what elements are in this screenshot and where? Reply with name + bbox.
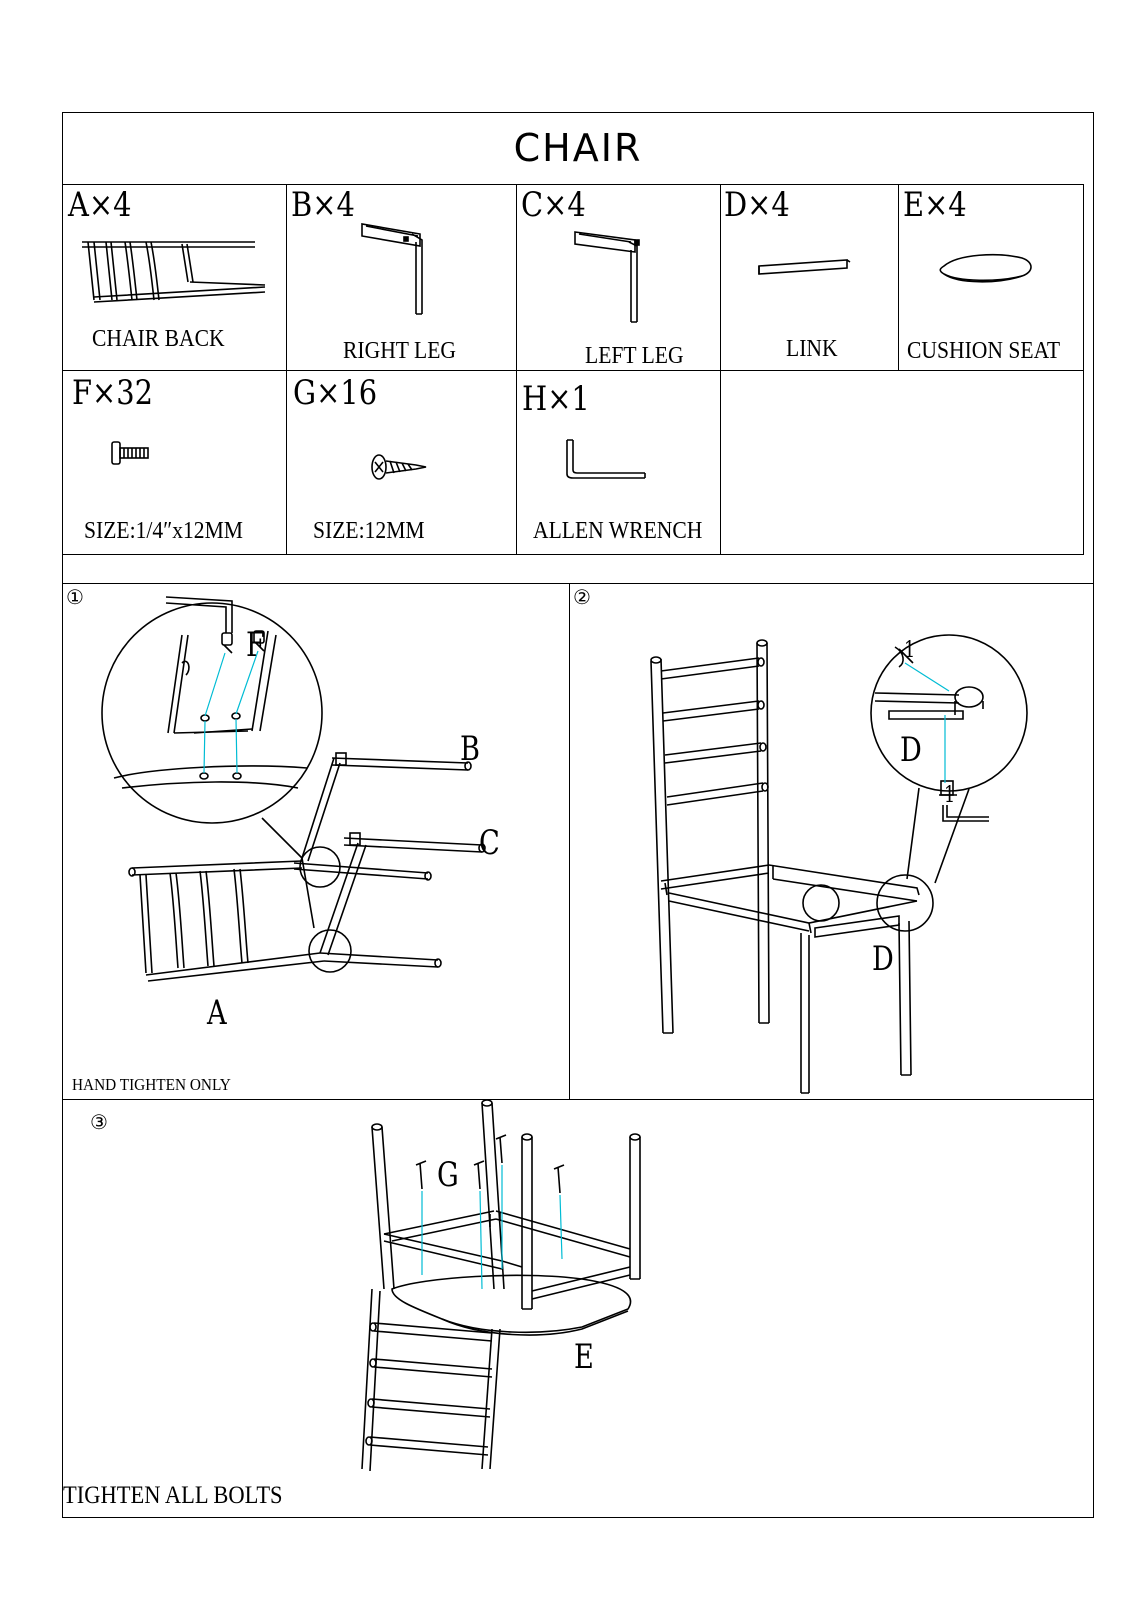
part-name: LINK: [786, 336, 838, 362]
table-right-rule: [1083, 184, 1084, 554]
callout-g: G: [437, 1155, 459, 1195]
part-label: A×4: [68, 185, 132, 225]
step-number: ②: [573, 585, 591, 609]
callout-c: C: [479, 823, 500, 863]
callout-1-bottom: 1: [944, 783, 956, 808]
table-bottom-rule: [62, 554, 1084, 555]
callout-f: F: [246, 625, 265, 665]
part-label: G×16: [293, 373, 378, 413]
callout-d-main: D: [872, 939, 894, 979]
link-bar-icon: [757, 256, 852, 282]
bolt-icon: [110, 440, 152, 468]
table-middle-rule: [62, 370, 1084, 371]
part-name: ALLEN WRENCH: [533, 518, 703, 544]
allen-wrench-icon: [565, 438, 650, 482]
step-number: ③: [90, 1110, 108, 1134]
callout-e: E: [574, 1337, 594, 1377]
right-leg-icon: [360, 222, 435, 317]
step-note: TIGHTEN ALL BOLTS: [63, 1482, 283, 1509]
chair-back-icon: [80, 232, 270, 307]
part-label: B×4: [291, 185, 355, 225]
left-leg-icon: [573, 230, 648, 325]
part-label: E×4: [903, 185, 967, 225]
part-label: F×32: [72, 373, 154, 413]
step-note: HAND TIGHTEN ONLY: [72, 1075, 231, 1094]
part-name: LEFT LEG: [585, 343, 684, 369]
table-col-rule-4: [898, 184, 899, 370]
table-col-rule-1: [286, 184, 287, 554]
part-label: D×4: [724, 185, 790, 225]
part-name: CUSHION SEAT: [907, 338, 1061, 364]
part-name: SIZE:1/4″x12MM: [84, 518, 244, 544]
part-name: SIZE:12MM: [313, 518, 425, 544]
callout-1-top: 1: [904, 638, 916, 663]
step-3-illustration: [62, 1099, 762, 1518]
part-label: H×1: [522, 379, 590, 419]
table-col-rule-2: [516, 184, 517, 554]
step-2-illustration: [569, 583, 1094, 1099]
page-title: CHAIR: [513, 126, 643, 170]
callout-b: B: [460, 729, 480, 769]
part-name: CHAIR BACK: [92, 326, 225, 352]
part-label: C×4: [521, 185, 586, 225]
screw-icon: [370, 452, 428, 482]
part-name: RIGHT LEG: [343, 338, 456, 364]
table-col-rule-3: [720, 184, 721, 554]
callout-a: A: [207, 993, 227, 1033]
cushion-seat-icon: [938, 252, 1036, 292]
callout-d-zoom: D: [900, 730, 922, 770]
step-number: ①: [66, 585, 84, 609]
